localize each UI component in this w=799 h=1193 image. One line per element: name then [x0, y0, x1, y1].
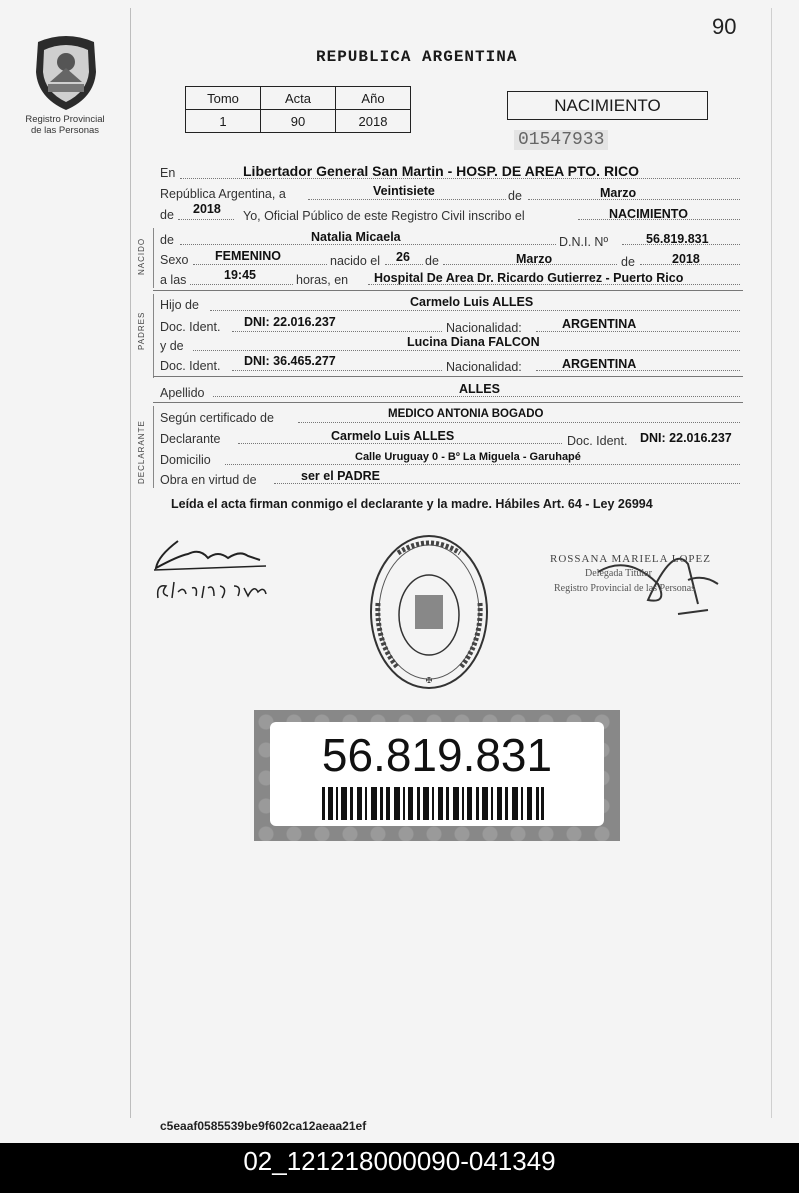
page-number: 90 — [712, 14, 737, 39]
label-de-nombre: de — [160, 233, 174, 247]
dotted-line — [298, 422, 740, 423]
province-seal-logo — [30, 32, 102, 112]
table-header-acta: Acta — [261, 87, 336, 110]
label-doc-ident2: Doc. Ident. — [160, 359, 221, 373]
barcode — [322, 787, 544, 820]
value-nombre: Natalia Micaela — [311, 230, 401, 244]
label-horas-en: horas, en — [296, 273, 349, 287]
label-nacionalidad2: Nacionalidad: — [446, 360, 522, 374]
value-madre-doc: DNI: 36.465.277 — [244, 354, 336, 368]
table-header-anio: Año — [336, 87, 411, 110]
dotted-line — [190, 284, 293, 285]
dotted-line — [210, 310, 740, 311]
value-nac-dia: 26 — [396, 250, 410, 264]
dotted-line — [225, 464, 740, 465]
value-madre: Lucina Diana FALCON — [407, 335, 540, 349]
logo-caption-line2: de las Personas — [30, 125, 100, 136]
label-domicilio: Domicilio — [160, 453, 211, 467]
label-de4: de — [621, 255, 635, 269]
value-declarante: Carmelo Luis ALLES — [331, 429, 455, 443]
side-label-nacido: NACIDO — [137, 237, 146, 275]
side-label-padres: PADRES — [137, 311, 146, 350]
dotted-line — [238, 443, 562, 444]
value-obra: ser el PADRE — [301, 469, 380, 483]
logo-caption-line1: Registro Provincial — [25, 114, 105, 125]
section-rule — [153, 376, 743, 377]
value-padre-nac: ARGENTINA — [562, 317, 637, 331]
value-anio: 2018 — [193, 202, 221, 216]
official-stamp — [368, 533, 490, 691]
label-de2: de — [160, 208, 174, 222]
value-sexo: FEMENINO — [215, 249, 281, 263]
label-de3: de — [425, 254, 439, 268]
value-acto: NACIMIENTO — [609, 207, 688, 221]
label-nacido-el: nacido el — [330, 254, 381, 268]
dotted-line — [180, 244, 556, 245]
label-republica: República Argentina, a — [160, 187, 286, 201]
dotted-line — [308, 199, 506, 200]
table-value-tomo: 1 — [186, 110, 261, 133]
dotted-line — [213, 396, 740, 397]
document-hash: c5eaaf0585539be9f602ca12aeaa21ef — [160, 1119, 367, 1133]
value-padre: Carmelo Luis ALLES — [410, 295, 534, 309]
side-label-declarante: DECLARANTE — [137, 420, 146, 484]
value-madre-nac: ARGENTINA — [562, 357, 637, 371]
value-dni: 56.819.831 — [646, 232, 709, 246]
serial-number: 01547933 — [514, 130, 608, 150]
value-lugar-nac: Hospital De Area Dr. Ricardo Gutierrez - Puerto Rico — [374, 271, 684, 285]
closing-statement: Leída el acta firman conmigo el declarante y la madre. Hábiles Art. 64 - Ley 26994 — [171, 497, 653, 511]
value-apellido: ALLES — [459, 382, 500, 396]
record-type-box: NACIMIENTO — [507, 91, 708, 120]
official-name: ROSSANA MARIELA LOPEZ — [550, 553, 711, 565]
label-dni: D.N.I. Nº — [559, 235, 609, 249]
dotted-line — [193, 264, 327, 265]
table-value-acta: 90 — [261, 110, 336, 133]
footer-id: 02_121218000090-041349 — [243, 1146, 556, 1176]
value-declarante-doc: DNI: 22.016.237 — [640, 431, 732, 445]
label-doc-ident3: Doc. Ident. — [567, 434, 628, 448]
section-divider — [153, 406, 154, 488]
table-value-anio: 2018 — [336, 110, 411, 133]
value-hora: 19:45 — [224, 268, 256, 282]
volume-record-year-table — [185, 86, 411, 133]
label-segun: Según certificado de — [160, 411, 274, 425]
dotted-line — [385, 264, 423, 265]
document-title: REPUBLICA ARGENTINA — [316, 48, 518, 66]
value-dia-letras: Veintisiete — [373, 184, 435, 198]
official-office: Registro Provincial de las Personas — [554, 583, 696, 594]
dni-label-number: 56.819.831 — [321, 729, 553, 781]
label-obra: Obra en virtud de — [160, 473, 257, 487]
label-en: En — [160, 166, 176, 180]
official-title: Delegada Titular — [585, 568, 652, 579]
dotted-line — [178, 219, 234, 220]
label-a-las: a las — [160, 273, 187, 287]
value-nac-mes: Marzo — [516, 252, 553, 266]
dotted-line — [274, 483, 740, 484]
value-padre-doc: DNI: 22.016.237 — [244, 315, 336, 329]
dotted-line — [232, 331, 442, 332]
dotted-line — [193, 350, 740, 351]
value-nac-anio: 2018 — [672, 252, 700, 266]
label-apellido: Apellido — [160, 386, 205, 400]
label-nacionalidad: Nacionalidad: — [446, 321, 522, 335]
section-divider — [153, 228, 154, 288]
label-hijo-de: Hijo de — [160, 298, 199, 312]
section-rule — [153, 290, 743, 291]
section-rule — [153, 402, 743, 403]
label-yo: Yo, Oficial Público de este Registro Civil inscribo el — [243, 209, 525, 223]
dotted-line — [536, 331, 740, 332]
logo-caption — [10, 114, 120, 136]
svg-text:✠: ✠ — [425, 676, 433, 685]
label-y-de: y de — [160, 339, 184, 353]
dotted-line — [232, 370, 442, 371]
label-doc-ident: Doc. Ident. — [160, 320, 221, 334]
value-mes: Marzo — [600, 186, 637, 200]
table-header-tomo: Tomo — [186, 87, 261, 110]
value-certificado: MEDICO ANTONIA BOGADO — [388, 408, 544, 420]
section-divider — [153, 294, 154, 378]
label-declarante: Declarante — [160, 432, 221, 446]
value-domicilio: Calle Uruguay 0 - Bº La Miguela - Garuhapé — [355, 451, 581, 463]
label-sexo: Sexo — [160, 253, 189, 267]
declarant-signature — [148, 536, 278, 606]
label-de: de — [508, 189, 522, 203]
value-lugar: Libertador General San Martin - HOSP. DE AREA PTO. RICO — [243, 163, 639, 179]
